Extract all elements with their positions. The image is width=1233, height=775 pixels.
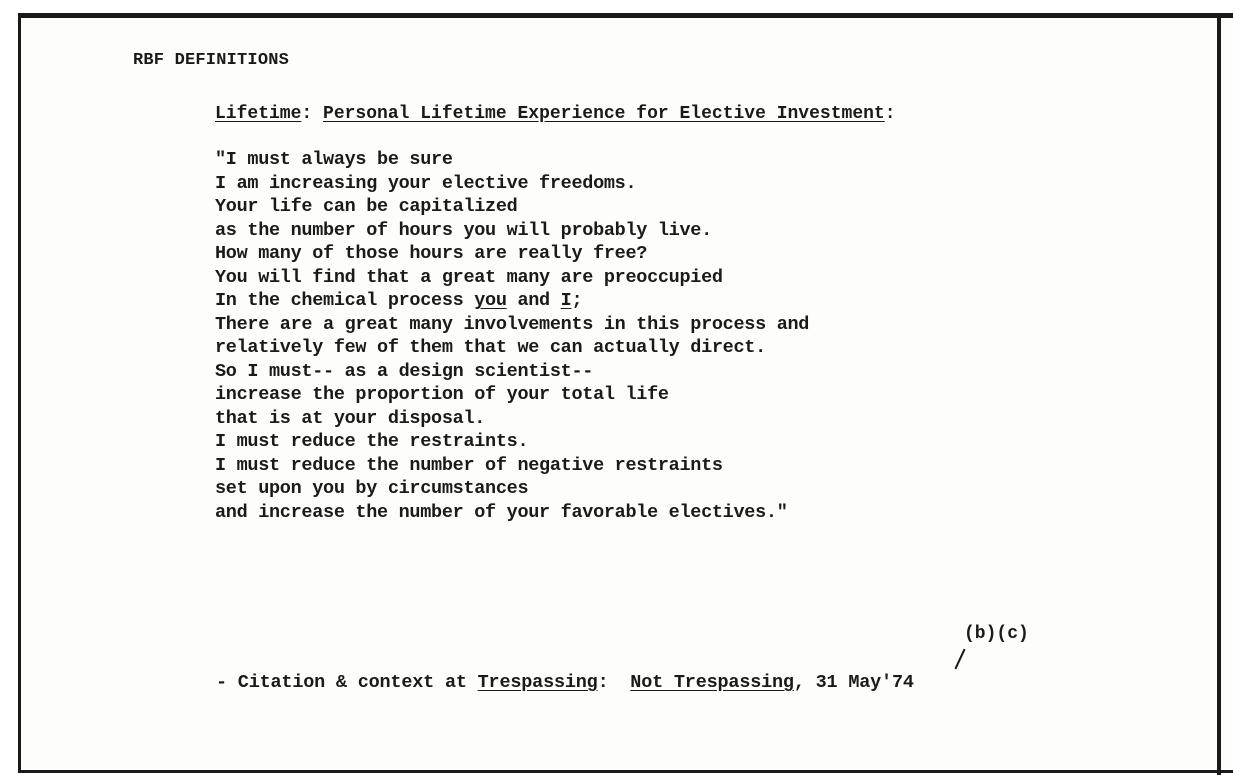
trespassing-link[interactable]: Trespassing <box>477 672 598 693</box>
quote-line <box>215 289 809 313</box>
emphasis-you: you <box>474 290 507 311</box>
citation-separator: : <box>597 672 631 693</box>
quote-text: ; <box>571 290 583 311</box>
quote-line: increase the proportion of your total life <box>215 384 669 405</box>
quote-line: There are a great many involvements in this process and <box>215 313 810 335</box>
emphasis-i: I <box>560 290 572 311</box>
definition-subheading <box>215 104 896 124</box>
quote-line: that is at your disposal. <box>215 407 486 429</box>
quote-text: In the chemical process <box>215 290 475 311</box>
title-colon: : <box>884 104 896 124</box>
quote-line: as the number of hours you will probably live. <box>215 219 712 241</box>
quote-line: and increase the number of your favorable electives." <box>215 501 788 523</box>
not-trespassing-link[interactable]: Not Trespassing <box>630 672 794 693</box>
definition-title: Personal Lifetime Experience for Elective Investment <box>323 104 885 124</box>
quote-line: How many of those hours are really free? <box>215 243 648 264</box>
citation-line <box>216 672 914 693</box>
quote-line: "I must always be sure <box>215 149 453 170</box>
quote-line: set upon you by circumstances <box>215 478 529 499</box>
page-title: RBF DEFINITIONS <box>133 51 290 70</box>
term-label: Lifetime <box>215 104 302 124</box>
quote-text: and <box>506 290 561 311</box>
quote-line: You will find that a great many are preoccupied <box>215 266 723 288</box>
quote-line: So I must-- as a design scientist-- <box>215 360 594 382</box>
citation-prefix: - Citation & context at <box>216 672 478 693</box>
quote-line: I must reduce the restraints. <box>215 431 529 452</box>
quote-line: relatively few of them that we can actually direct. <box>215 337 766 358</box>
citation-date: , 31 May'74 <box>793 672 914 693</box>
term-colon: : <box>301 104 324 124</box>
quote-line: Your life can be capitalized <box>215 196 518 217</box>
right-border-rule <box>1217 13 1221 775</box>
section-annotation: (b)(c) <box>964 624 1029 644</box>
quote-line: I am increasing your elective freedoms. <box>215 172 637 194</box>
quotation-block <box>215 148 809 524</box>
quote-line: I must reduce the number of negative restraints <box>215 454 723 476</box>
